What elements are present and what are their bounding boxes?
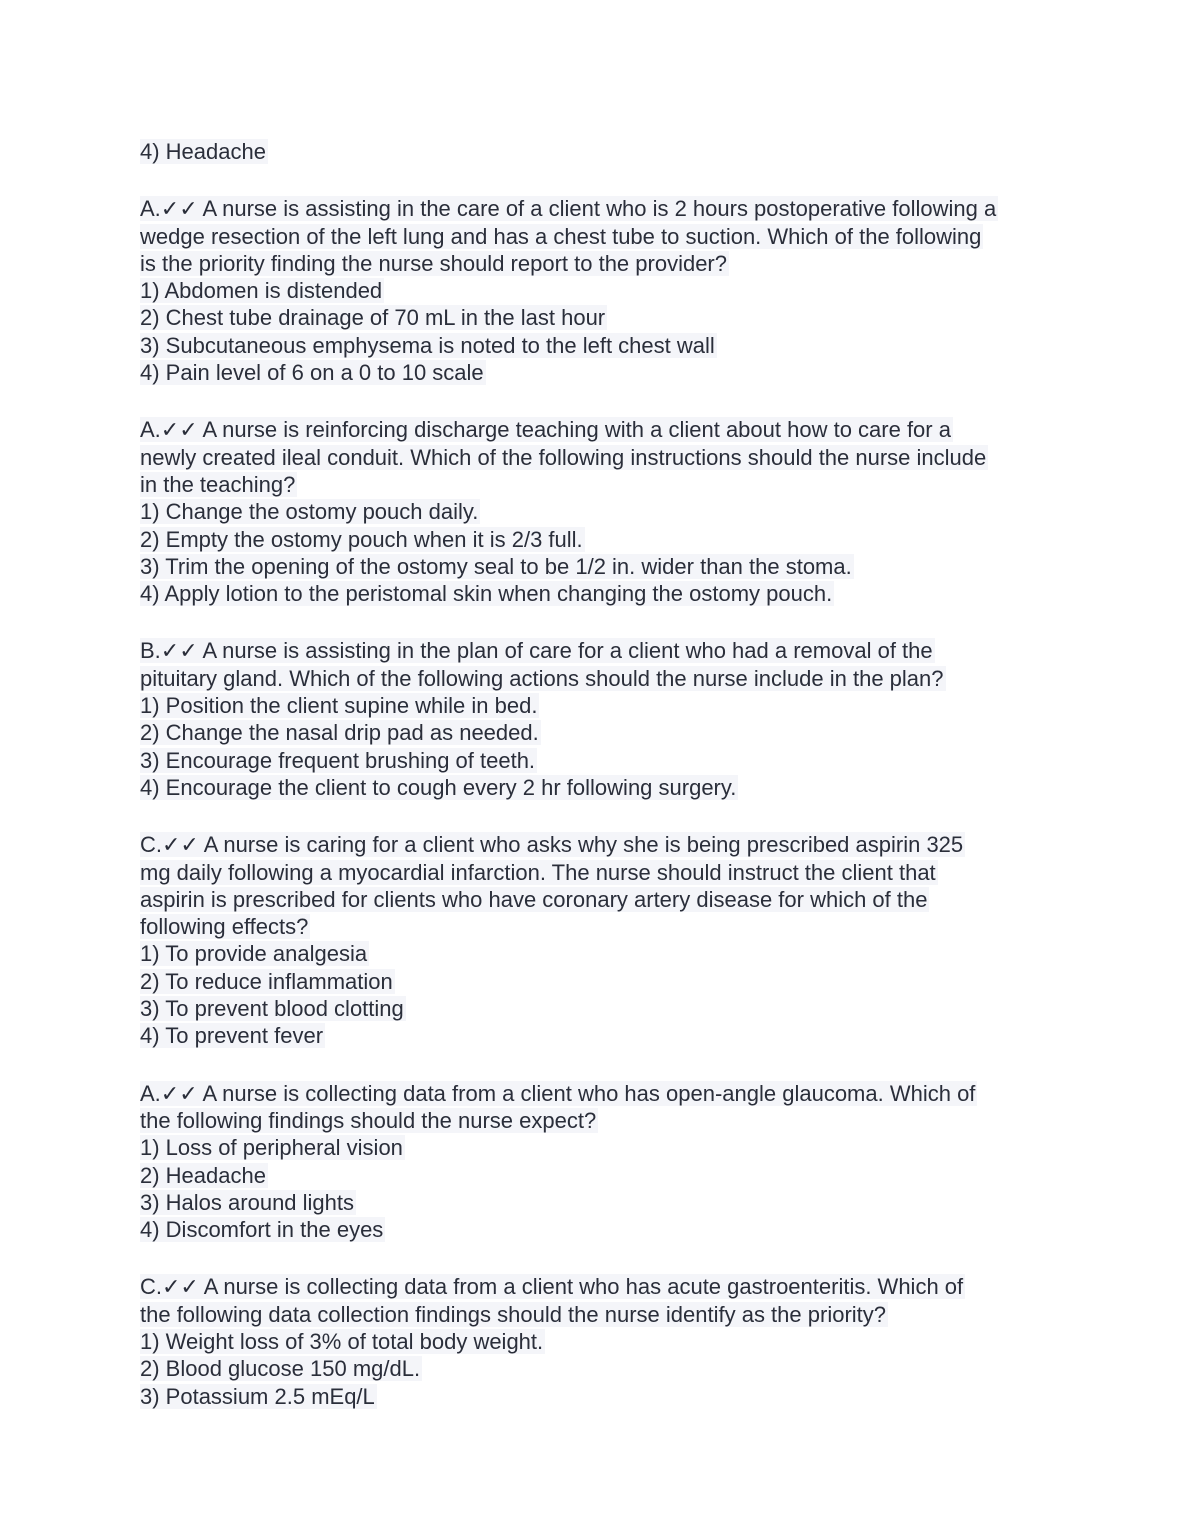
question-line [140, 332, 1060, 359]
question-line [140, 250, 1060, 277]
question-line-text: in the teaching? [140, 471, 296, 497]
question-line-text: mg daily following a myocardial infarction. The nurse should instruct the client that [140, 859, 936, 885]
spacer [140, 386, 1060, 416]
question-line-text: aspirin is prescribed for clients who have coronary artery disease for which of the [140, 886, 928, 912]
question-line-text: 1) Weight loss of 3% of total body weight. [140, 1328, 544, 1354]
question-line-text: newly created ileal conduit. Which of the following instructions should the nurse include [140, 444, 987, 470]
question-line [140, 223, 1060, 250]
question-list [140, 195, 1060, 1410]
question-line-text: C.✓✓ A nurse is collecting data from a client who has acute gastroenteritis. Which of [140, 1274, 964, 1300]
question-line-text: 2) Change the nasal drip pad as needed. [140, 720, 539, 746]
question-block [140, 637, 1060, 801]
question-line-text: 3) Potassium 2.5 mEq/L [140, 1383, 375, 1409]
question-line-text: 4) Discomfort in the eyes [140, 1217, 384, 1243]
question-line [140, 995, 1060, 1022]
question-line-text: 1) Position the client supine while in bed. [140, 693, 538, 719]
lead-line-text: 4) Headache [140, 139, 266, 164]
question-line [140, 665, 1060, 692]
question-line-text: following effects? [140, 914, 309, 940]
question-line-text: 2) Blood glucose 150 mg/dL. [140, 1356, 421, 1382]
question-line [140, 444, 1060, 471]
question-line-text: 3) Encourage frequent brushing of teeth. [140, 747, 536, 773]
question-line-text: 4) To prevent fever [140, 1023, 324, 1049]
question-line-text: the following findings should the nurse expect? [140, 1107, 597, 1133]
question-line [140, 1216, 1060, 1243]
question-line [140, 1383, 1060, 1410]
question-line [140, 1301, 1060, 1328]
question-line-text: 1) Change the ostomy pouch daily. [140, 499, 479, 525]
question-line-text: 3) Trim the opening of the ostomy seal to be 1/2 in. wider than the stoma. [140, 553, 852, 579]
question-line [140, 1107, 1060, 1134]
question-line [140, 1134, 1060, 1161]
question-line [140, 277, 1060, 304]
question-stem-line [140, 637, 1060, 664]
question-line [140, 913, 1060, 940]
question-line [140, 526, 1060, 553]
lead-line [140, 138, 1060, 165]
spacer [140, 1050, 1060, 1080]
question-line [140, 359, 1060, 386]
question-line-text: 3) Subcutaneous emphysema is noted to the left chest wall [140, 332, 715, 358]
question-line-text: wedge resection of the left lung and has a chest tube to suction. Which of the following [140, 223, 982, 249]
question-line [140, 471, 1060, 498]
question-line-text: 1) Abdomen is distended [140, 278, 383, 304]
question-line [140, 1162, 1060, 1189]
document-page [140, 138, 1060, 1410]
question-line [140, 1328, 1060, 1355]
question-line-text: 2) Empty the ostomy pouch when it is 2/3 full. [140, 526, 583, 552]
question-line-text: 4) Pain level of 6 on a 0 to 10 scale [140, 360, 484, 386]
spacer [140, 1243, 1060, 1273]
question-line-text: 1) To provide analgesia [140, 941, 368, 967]
question-stem-line [140, 416, 1060, 443]
question-block [140, 416, 1060, 607]
question-line [140, 968, 1060, 995]
question-block [140, 831, 1060, 1049]
question-line [140, 774, 1060, 801]
question-stem-line [140, 1273, 1060, 1300]
question-line-text: 4) Apply lotion to the peristomal skin when changing the ostomy pouch. [140, 581, 833, 607]
question-line [140, 692, 1060, 719]
question-line-text: B.✓✓ A nurse is assisting in the plan of care for a client who had a removal of the [140, 638, 933, 664]
question-block [140, 1080, 1060, 1244]
question-stem-line [140, 1080, 1060, 1107]
question-line [140, 719, 1060, 746]
question-line [140, 886, 1060, 913]
question-line [140, 580, 1060, 607]
question-stem-line [140, 831, 1060, 858]
question-line [140, 553, 1060, 580]
question-line-text: 1) Loss of peripheral vision [140, 1135, 403, 1161]
question-block [140, 195, 1060, 386]
question-line-text: C.✓✓ A nurse is caring for a client who asks why she is being prescribed aspirin 325 [140, 832, 964, 858]
question-line-text: 2) Headache [140, 1162, 266, 1188]
spacer [140, 801, 1060, 831]
question-line-text: is the priority finding the nurse should report to the provider? [140, 250, 727, 276]
question-line-text: 3) Halos around lights [140, 1189, 355, 1215]
question-line [140, 498, 1060, 525]
question-line [140, 1189, 1060, 1216]
question-block [140, 1273, 1060, 1409]
question-line [140, 304, 1060, 331]
question-line-text: 3) To prevent blood clotting [140, 996, 404, 1022]
question-line-text: 2) To reduce inflammation [140, 968, 393, 994]
question-line-text: A.✓✓ A nurse is reinforcing discharge teaching with a client about how to care for a [140, 417, 951, 443]
question-line [140, 1355, 1060, 1382]
question-line-text: 4) Encourage the client to cough every 2 hr following surgery. [140, 774, 737, 800]
question-line [140, 859, 1060, 886]
question-line-text: A.✓✓ A nurse is collecting data from a client who has open-angle glaucoma. Which of [140, 1080, 976, 1106]
question-line-text: 2) Chest tube drainage of 70 mL in the last hour [140, 305, 606, 331]
spacer [140, 607, 1060, 637]
question-line-text: A.✓✓ A nurse is assisting in the care of a client who is 2 hours postoperative following a [140, 196, 997, 222]
question-line-text: the following data collection findings should the nurse identify as the priority? [140, 1301, 887, 1327]
question-line [140, 940, 1060, 967]
question-line-text: pituitary gland. Which of the following actions should the nurse include in the plan? [140, 665, 944, 691]
question-line [140, 747, 1060, 774]
question-line [140, 1022, 1060, 1049]
spacer [140, 165, 1060, 195]
question-stem-line [140, 195, 1060, 222]
